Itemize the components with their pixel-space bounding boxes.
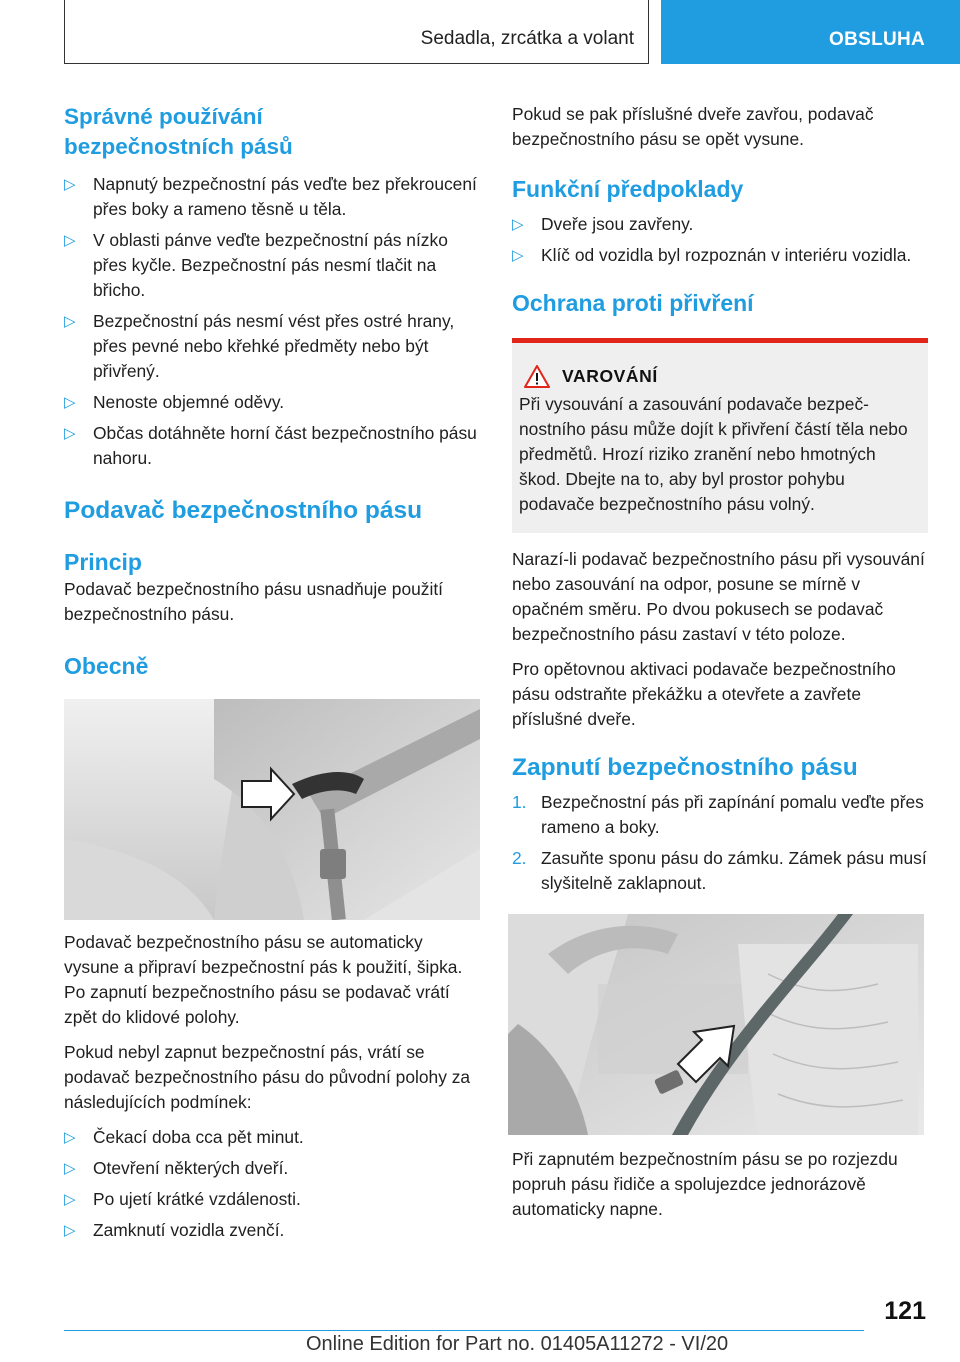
list-item: ▷ Otevření některých dveří.	[64, 1156, 480, 1181]
belt-feeder-photo	[64, 699, 480, 920]
bullet-triangle-icon: ▷	[64, 1222, 76, 1239]
bullet-triangle-icon: ▷	[512, 247, 524, 264]
heading-fasten-belt: Zapnutí bezpečnostního pásu	[512, 754, 858, 781]
list-item: ▷ V oblasti pánve veďte bezpečnostní pás nízko přes kyčle. Bezpečnostní pás nesmí tlačit na břicho.	[64, 230, 448, 300]
header-section-title: Sedadla, zrcátka a volant	[420, 28, 634, 49]
header-section-box	[64, 0, 649, 64]
general-text-1: Podavač bezpečnostního pásu se automaticky vysune a připraví bezpečnostní pás k použití, šipka. Po zapnutí bezpečnostního pásu se podavač vrátí zpět do klidové polohy.	[64, 932, 463, 1027]
heading-pinch-protection: Ochrana proti přivření	[512, 290, 754, 316]
header-chapter-label: OBSLUHA	[829, 29, 926, 50]
heading-principle: Princip	[64, 549, 142, 575]
bullet-triangle-icon: ▷	[64, 1129, 76, 1146]
obstacle-text-2: Pro opětovnou aktivaci podavače bezpečnostního pásu odstraňte překážku a otevřete a zavřete příslušné dveře.	[512, 659, 896, 729]
fasten-belt-photo	[508, 914, 924, 1135]
list-item: ▷ Občas dotáhněte horní část bezpečnostního pásu nahoru.	[64, 423, 477, 468]
fastened-text: Při zapnutém bezpečnostním pásu se po rozjezdu popruh pásu řidiče a spolujezdce jednorázově automaticky napne.	[512, 1149, 898, 1219]
bullet-triangle-icon: ▷	[64, 394, 76, 411]
list-item: ▷ Napnutý bezpečnostní pás veďte bez překroucení přes boky a rameno těsně u těla.	[64, 174, 477, 219]
bullet-triangle-icon: ▷	[64, 1191, 76, 1208]
heading-correct-use: Správné používání bezpečnostních pásů	[64, 104, 293, 159]
footer-edition: Online Edition for Part no. 01405A11272 - VI/20	[306, 1333, 729, 1355]
warning-box	[512, 338, 928, 533]
list-item: ▷ Bezpečnostní pás nesmí vést přes ostré hrany, přes pevné nebo křehké předměty nebo být přivřený.	[64, 311, 455, 381]
warning-title: VAROVÁNÍ	[562, 366, 658, 386]
right-column	[512, 102, 928, 1222]
obstacle-text-1: Narazí-li podavač bezpečnostního pásu při vysouvání nebo zasouvání na odpor, posune se mírně v opačném směru. Po dvou pokusech se podavač bezpečnostního pásu zastaví v této poloze.	[512, 549, 925, 644]
left-column	[64, 102, 480, 1249]
list-item: ▷ Po ujetí krátké vzdálenosti.	[64, 1187, 480, 1212]
page-number: 121	[884, 1297, 926, 1325]
list-item: 1. Bezpečnostní pás při zapínání pomalu veďte přes rameno a boky.	[512, 792, 924, 837]
list-item: ▷ Čekací doba cca pět minut.	[64, 1125, 480, 1150]
list-item: ▷ Nenoste objemné oděvy.	[64, 390, 480, 415]
header-chapter-tab	[661, 0, 960, 64]
fasten-belt-illustration	[508, 914, 924, 1135]
bullet-triangle-icon: ▷	[64, 1160, 76, 1177]
bullet-triangle-icon: ▷	[512, 216, 524, 233]
list-item: ▷ Zamknutí vozidla zvenčí.	[64, 1218, 480, 1243]
list-item: 2. Zasuňte sponu pásu do zámku. Zámek pásu musí slyšitelně zaklapnout.	[512, 848, 927, 893]
general-text-2: Pokud nebyl zapnut bezpečnostní pás, vrátí se podavač bezpečnostního pásu do původní polohy za následujících podmínek:	[64, 1042, 471, 1112]
bullet-triangle-icon: ▷	[64, 313, 76, 330]
list-item: ▷ Klíč od vozidla byl rozpoznán v interiéru vozidla.	[512, 243, 928, 268]
fasten-steps-list	[512, 790, 928, 896]
footer-divider	[64, 1330, 864, 1331]
warning-header	[519, 365, 916, 388]
step-number: 1.	[512, 792, 527, 812]
principle-text: Podavač bezpečnostního pásu usnadňuje použití bezpečnostního pásu.	[64, 579, 444, 624]
heading-prerequisites: Funkční předpoklady	[512, 176, 744, 202]
belt-feeder-illustration	[64, 699, 480, 920]
conditions-list	[64, 1125, 480, 1243]
step-number: 2.	[512, 848, 527, 868]
heading-general: Obecně	[64, 653, 149, 679]
prerequisites-list	[512, 212, 928, 268]
warning-triangle-icon	[524, 365, 550, 388]
bullet-triangle-icon: ▷	[64, 176, 76, 193]
bullet-triangle-icon: ▷	[64, 232, 76, 249]
heading-belt-feeder: Podavač bezpečnostního pásu	[64, 497, 423, 524]
list-item: ▷ Dveře jsou zavřeny.	[512, 212, 928, 237]
correct-use-list	[64, 172, 480, 471]
door-text: Pokud se pak příslušné dveře zavřou, podavač bezpečnostního pásu se opět vysune.	[512, 104, 874, 149]
bullet-triangle-icon: ▷	[64, 425, 76, 442]
warning-text: Při vysouvání a zasouvání podavače bezpečnostního pásu může dojít k přivření částí těla nebo předmětů. Hrozí riziko zranění nebo hmotných škod. Dbejte na to, aby byl prostor pohybu podavače bezpečnostního pásu volný.	[519, 394, 908, 514]
